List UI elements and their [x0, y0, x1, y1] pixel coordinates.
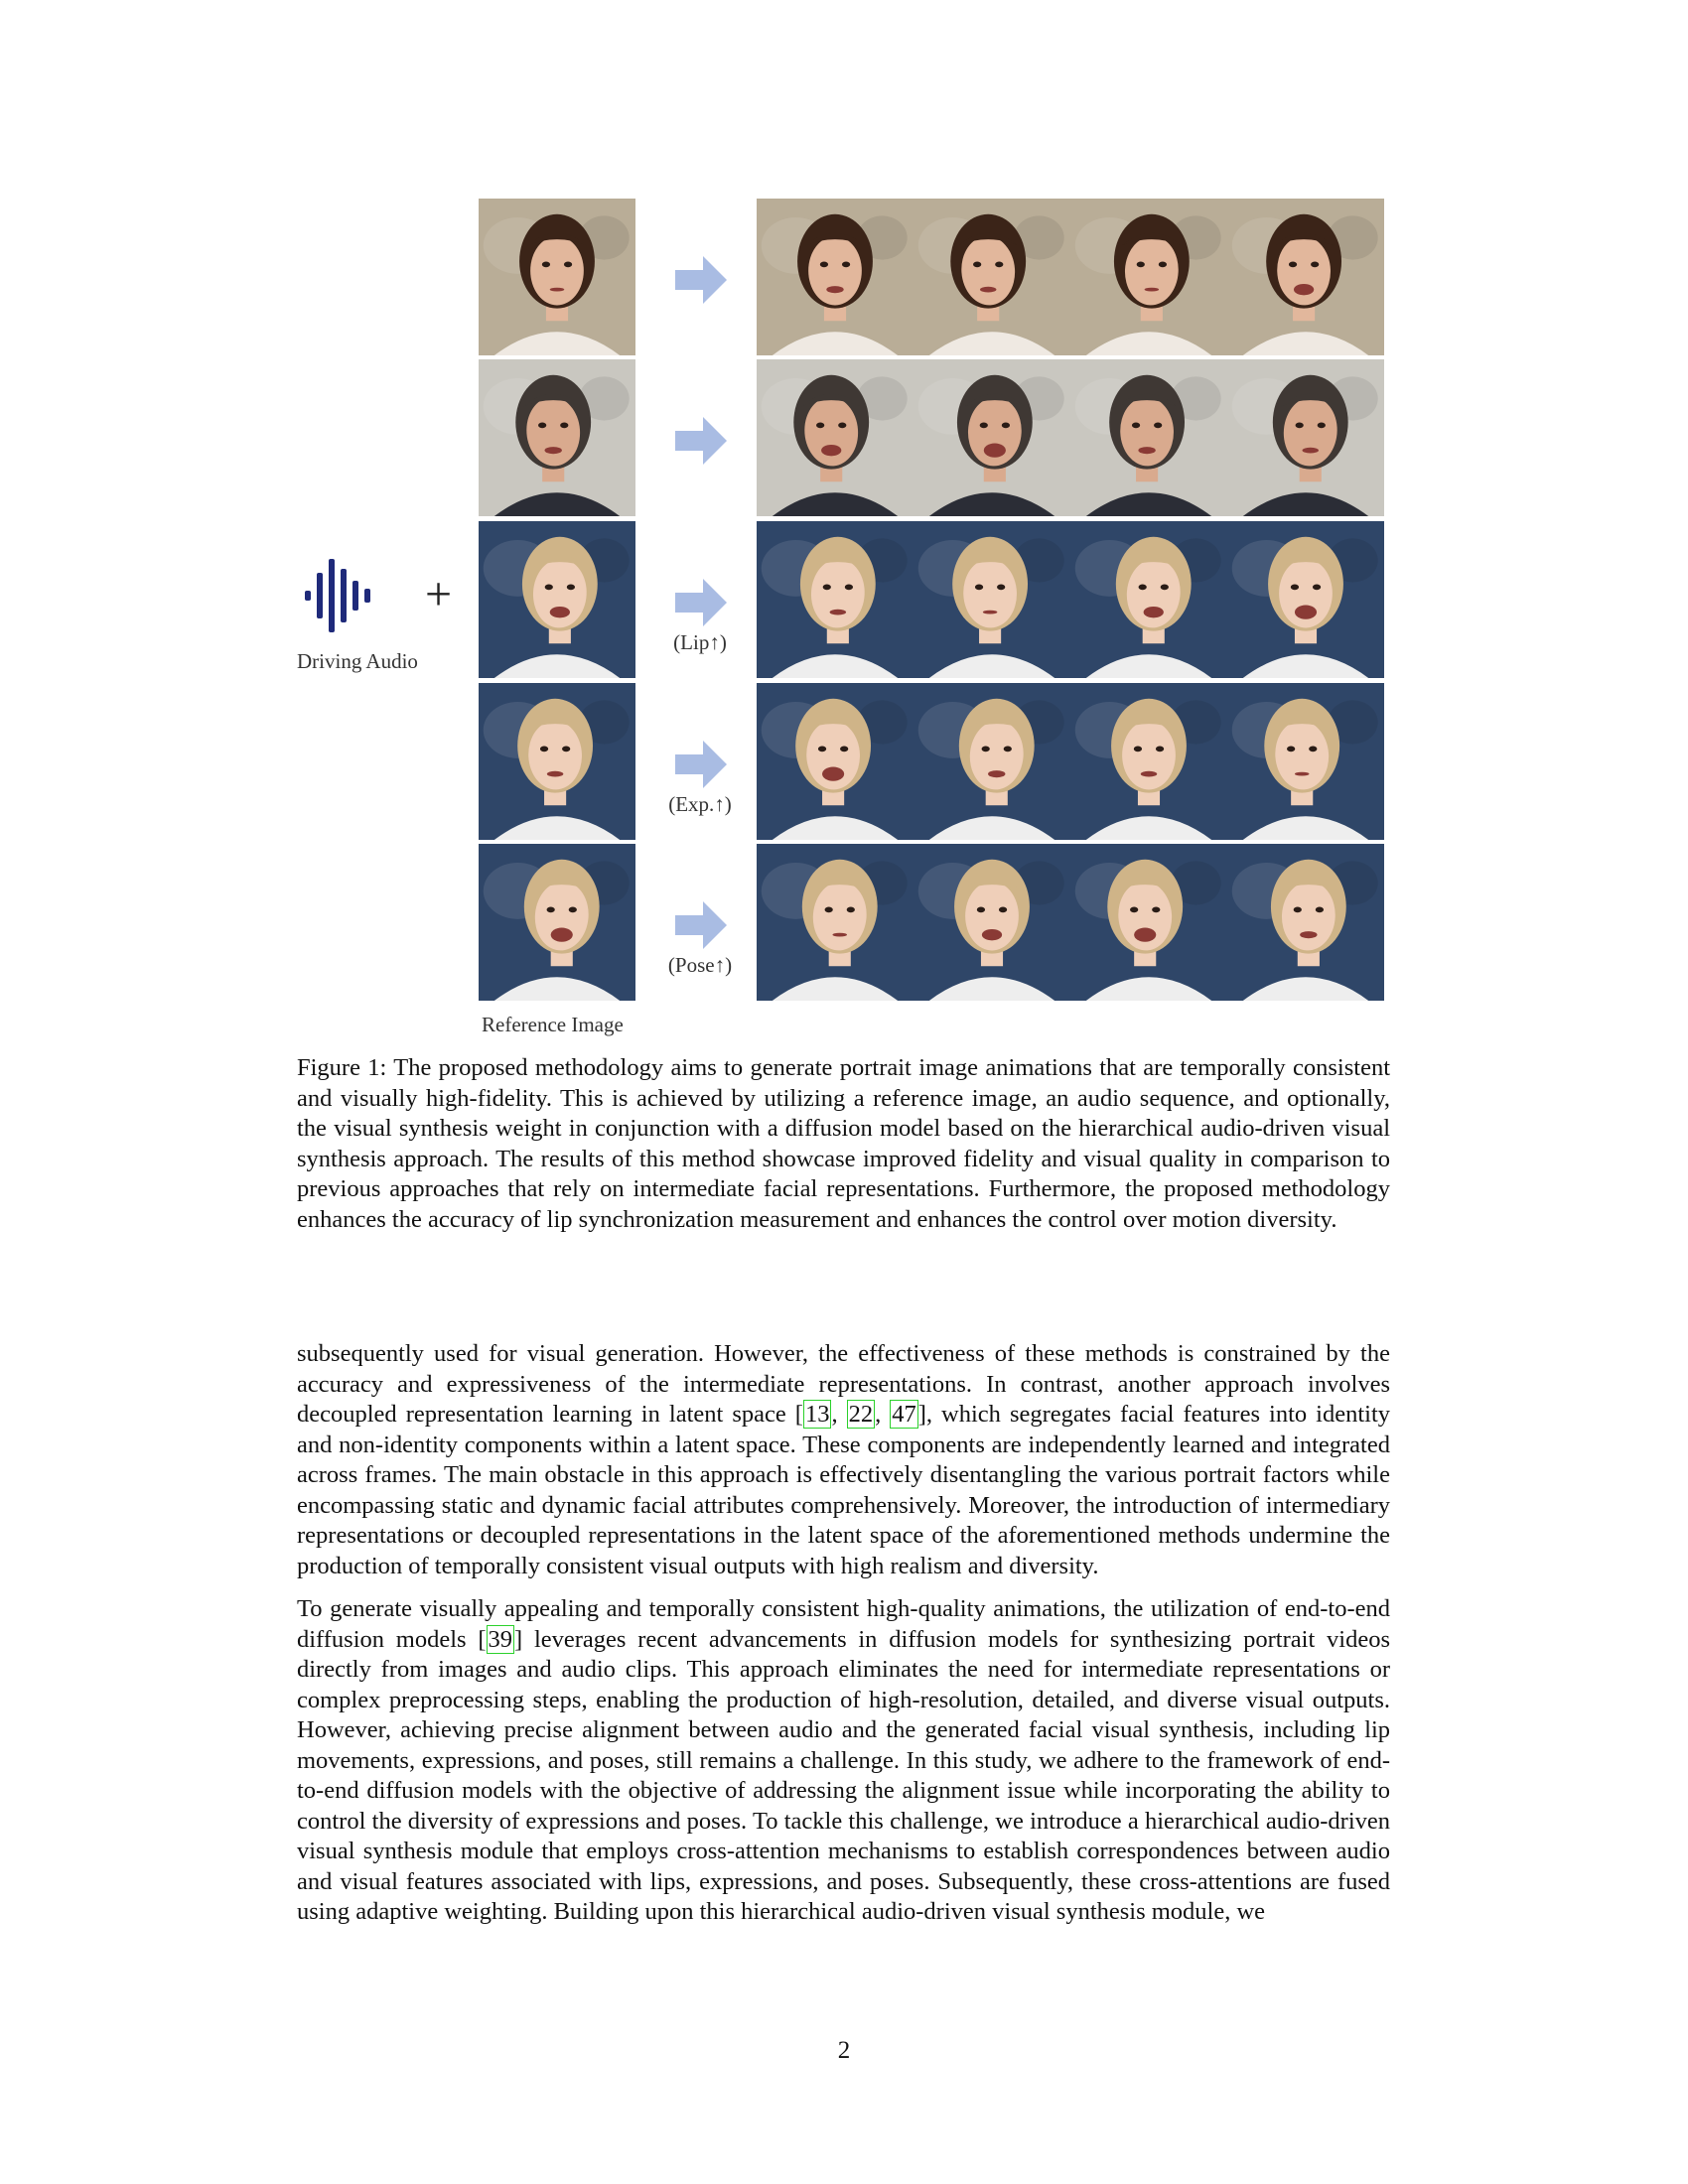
generated-frame-image: [1070, 521, 1227, 678]
paragraph-1-text-b: ], which segregates facial features into identity and non-identity components within a latent space. These components are independently learned and integrated across frames. The main obstacle in this approach is effectively disentangling the various portrait factors while encompassing static and dynamic facial attributes comprehensively. Moreover, the introduction of intermediary representations or decoupled representations in the latent space of the aforementioned methods undermine the production of temporally consistent visual outputs with high realism and diversity.: [297, 1401, 1390, 1579]
reference-image-label: Reference Image: [482, 1013, 624, 1036]
generated-frame-image: [757, 359, 914, 516]
generated-frame-image: [914, 199, 1070, 355]
paragraph-2: [297, 1594, 1390, 1928]
reference-portrait-image: [479, 359, 635, 516]
arrow-label: (Pose↑): [667, 953, 733, 977]
page-number: 2: [837, 2037, 851, 2064]
generated-frame-image: [757, 844, 914, 1001]
citation-separator: ,: [875, 1401, 891, 1428]
generated-frame-image: [1070, 844, 1227, 1001]
generated-frame-image: [914, 844, 1070, 1001]
generated-frame-image: [1070, 199, 1227, 355]
paragraph-2-text-a: To generate visually appealing and temporally consistent high-quality animations, the utilization of end-to-end diffusion models [: [297, 1595, 1390, 1653]
caption-text: Figure 1: The proposed methodology aims to generate portrait image animations that are temporally consistent and visually high-fidelity. This is achieved by utilizing a reference image, an audio sequence, and optionally, the visual synthesis weight in conjunction with a diffusion model based on the hierarchical audio-driven visual synthesis approach. The results of this method showcase improved fidelity and visual quality in comparison to previous approaches that rely on intermediate facial representations. Furthermore, the proposed methodology enhances the accuracy of lip synchronization measurement and enhances the control over motion diversity.: [297, 1054, 1390, 1233]
paragraph-1-text-a: subsequently used for visual generation. However, the effectiveness of these methods is constrained by the accuracy and expressiveness of the intermediate representations. In contrast, another approach involves decoupled representation learning in latent space [: [297, 1340, 1390, 1428]
arrow-right-icon: [671, 411, 731, 471]
citation-separator: ,: [831, 1401, 847, 1428]
paragraph-1: [297, 1339, 1390, 1581]
generated-frame-image: [1227, 359, 1384, 516]
arrow-right-icon: [671, 735, 731, 794]
figure-1: [0, 0, 1688, 1042]
generated-frame-image: [757, 521, 914, 678]
arrow-right-icon: [671, 895, 731, 955]
generated-frame-image: [1227, 683, 1384, 840]
generated-frame-image: [1070, 683, 1227, 840]
body-text: [297, 1339, 1390, 1941]
arrow-label: (Exp.↑): [668, 792, 732, 816]
generated-frame-image: [1227, 521, 1384, 678]
citation-link[interactable]: 47: [892, 1401, 916, 1428]
driving-audio-label: Driving Audio: [297, 649, 418, 673]
arrow-right-icon: [671, 573, 731, 632]
citation-link[interactable]: 13: [804, 1401, 830, 1428]
generated-frame-image: [914, 683, 1070, 840]
generated-frame-image: [914, 359, 1070, 516]
generated-frame-image: [1070, 359, 1227, 516]
citation-link[interactable]: 22: [848, 1401, 874, 1428]
reference-portrait-image: [479, 844, 635, 1001]
arrow-right-icon: [671, 250, 731, 310]
generated-frame-image: [914, 521, 1070, 678]
generated-frame-image: [757, 199, 914, 355]
plus-sign: +: [425, 568, 453, 620]
arrow-label: (Lip↑): [673, 630, 727, 654]
generated-frame-image: [1227, 199, 1384, 355]
figure-caption: [297, 1053, 1390, 1248]
reference-portrait-image: [479, 683, 635, 840]
paragraph-2-text-b: ] leverages recent advancements in diffusion models for synthesizing portrait videos directly from images and audio clips. This approach eliminates the need for intermediate representations or complex preprocessing steps, enabling the production of high-resolution, detailed, and diverse visual outputs. However, achieving precise alignment between audio and the generated facial visual synthesis, including lip movements, expressions, and poses, still remains a challenge. In this study, we adhere to the framework of end-to-end diffusion models with the objective of addressing the alignment issue while incorporating the ability to control the diversity of expressions and poses. To tackle this challenge, we introduce a hierarchical audio-driven visual synthesis module that employs cross-attention mechanisms to establish correspondences between audio and visual features associated with lips, expressions, and poses. Subsequently, these cross-attentions are fused using adaptive weighting. Building upon this hierarchical audio-driven visual synthesis module, we: [297, 1625, 1390, 1925]
citation-link[interactable]: 39: [488, 1625, 513, 1653]
generated-frame-image: [757, 683, 914, 840]
generated-frame-image: [1227, 844, 1384, 1001]
audio-waveform-icon: [303, 551, 412, 640]
reference-portrait-image: [479, 199, 635, 355]
reference-portrait-image: [479, 521, 635, 678]
